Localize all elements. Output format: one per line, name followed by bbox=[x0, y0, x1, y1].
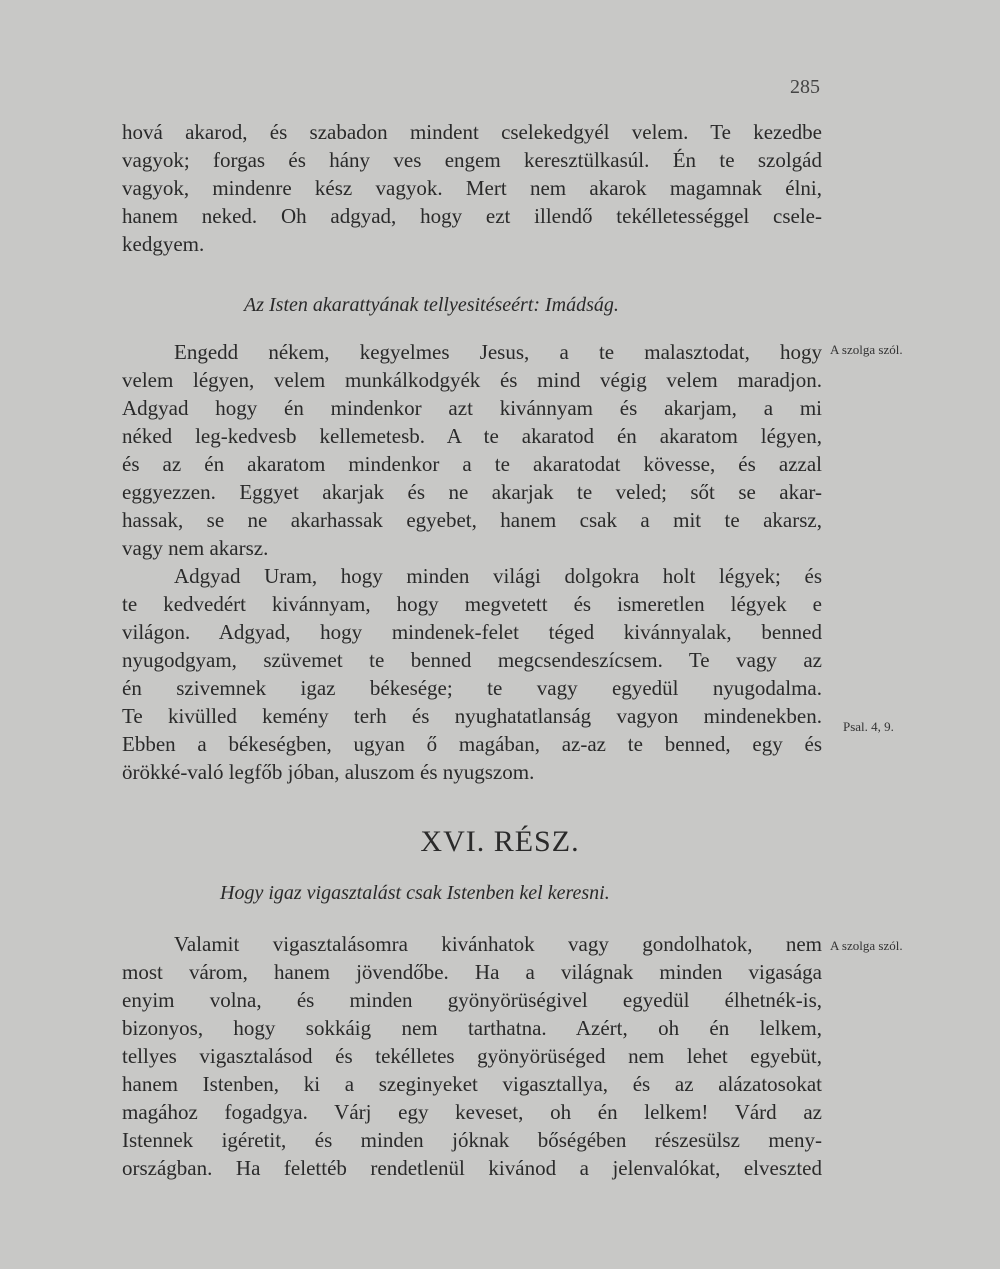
text-line: bizonyos, hogy sokkáig nem tarthatna. Azért, oh én lelkem, bbox=[122, 1016, 822, 1040]
text-line: nyugodgyam, szüvemet te benned megcsendeszícsem. Te vagy az bbox=[122, 648, 822, 672]
text-line: és az én akaratom mindenkor a te akaratodat kövesse, és azzal bbox=[122, 452, 822, 476]
text-line: vagyok; forgas és hány ves engem keresztülkasúl. Én te szolgád bbox=[122, 148, 822, 172]
text-line: hanem neked. Oh adgyad, hogy ezt illendő tekélletességgel csele- bbox=[122, 204, 822, 228]
text-line: Adgyad Uram, hogy minden világi dolgokra holt légyek; és bbox=[174, 564, 822, 588]
text-line: tellyes vigasztalásod és tekélletes gyönyörüséged nem lehet egyebüt, bbox=[122, 1044, 822, 1068]
text-line: vagy nem akarsz. bbox=[122, 536, 269, 560]
chapter-subtitle: Hogy igaz vigasztalást csak Istenben kel keresni. bbox=[220, 882, 610, 904]
text-line: országban. Ha felettéb rendetlenül kivánod a jelenvalókat, elveszted bbox=[122, 1156, 822, 1180]
text-line: hová akarod, és szabadon mindent cselekedgyél velem. Te kezedbe bbox=[122, 120, 822, 144]
text-line: eggyezzen. Eggyet akarjak és ne akarjak te veled; sőt se akar- bbox=[122, 480, 822, 504]
text-line: néked leg-kedvesb kellemetesb. A te akaratod én akaratom légyen, bbox=[122, 424, 822, 448]
text-line: Valamit vigasztalásomra kivánhatok vagy gondolhatok, nem bbox=[174, 932, 822, 956]
margin-note: Psal. 4, 9. bbox=[843, 719, 894, 734]
text-line: enyim volna, és minden gyönyörüségivel egyedül élhetnék-is, bbox=[122, 988, 822, 1012]
page-number: 285 bbox=[790, 76, 820, 98]
margin-note: A szolga szól. bbox=[830, 938, 903, 953]
text-line: velem légyen, velem munkálkodgyék és mind végig velem maradjon. bbox=[122, 368, 822, 392]
chapter-title: XVI. RÉSZ. bbox=[420, 825, 580, 858]
text-line: hanem Istenben, ki a szeginyeket vigasztallya, és az alázatosokat bbox=[122, 1072, 822, 1096]
prayer-heading: Az Isten akarattyának tellyesitéseért: Imádság. bbox=[244, 294, 619, 316]
margin-note: A szolga szól. bbox=[830, 342, 903, 357]
paragraph-block-3 bbox=[122, 930, 822, 1182]
text-line: én szivemnek igaz békesége; te vagy egyedül nyugodalma. bbox=[122, 676, 822, 700]
text-line: örökké-való legfőb jóban, aluszom és nyugszom. bbox=[122, 760, 535, 784]
text-line: te kedvedért kivánnyam, hogy megvetett és ismeretlen légyek e bbox=[122, 592, 822, 616]
text-line: Ebben a békeségben, ugyan ő magában, az-az te benned, egy és bbox=[122, 732, 822, 756]
text-line: Te kivülled kemény terh és nyughatatlanság vagyon mindenekben. bbox=[122, 704, 822, 728]
text-line: kedgyem. bbox=[122, 232, 205, 256]
text-line: most várom, hanem jövendőbe. Ha a világnak minden vigasága bbox=[122, 960, 822, 984]
paragraph-block-1 bbox=[122, 118, 822, 258]
text-line: Engedd nékem, kegyelmes Jesus, a te malasztodat, hogy bbox=[174, 340, 822, 364]
text-line: Adgyad hogy én mindenkor azt kivánnyam és akarjam, a mi bbox=[122, 396, 822, 420]
text-line: Istennek igéretit, és minden jóknak bőségében részesülsz meny- bbox=[122, 1128, 822, 1152]
text-line: vagyok, mindenre kész vagyok. Mert nem akarok magamnak élni, bbox=[122, 176, 822, 200]
paragraph-block-2 bbox=[122, 338, 822, 786]
text-line: világon. Adgyad, hogy mindenek-felet téged kivánnyalak, benned bbox=[122, 620, 822, 644]
text-line: magához fogadgya. Várj egy keveset, oh én lelkem! Várd az bbox=[122, 1100, 822, 1124]
text-line: hassak, se ne akarhassak egyebet, hanem csak a mit te akarsz, bbox=[122, 508, 822, 532]
